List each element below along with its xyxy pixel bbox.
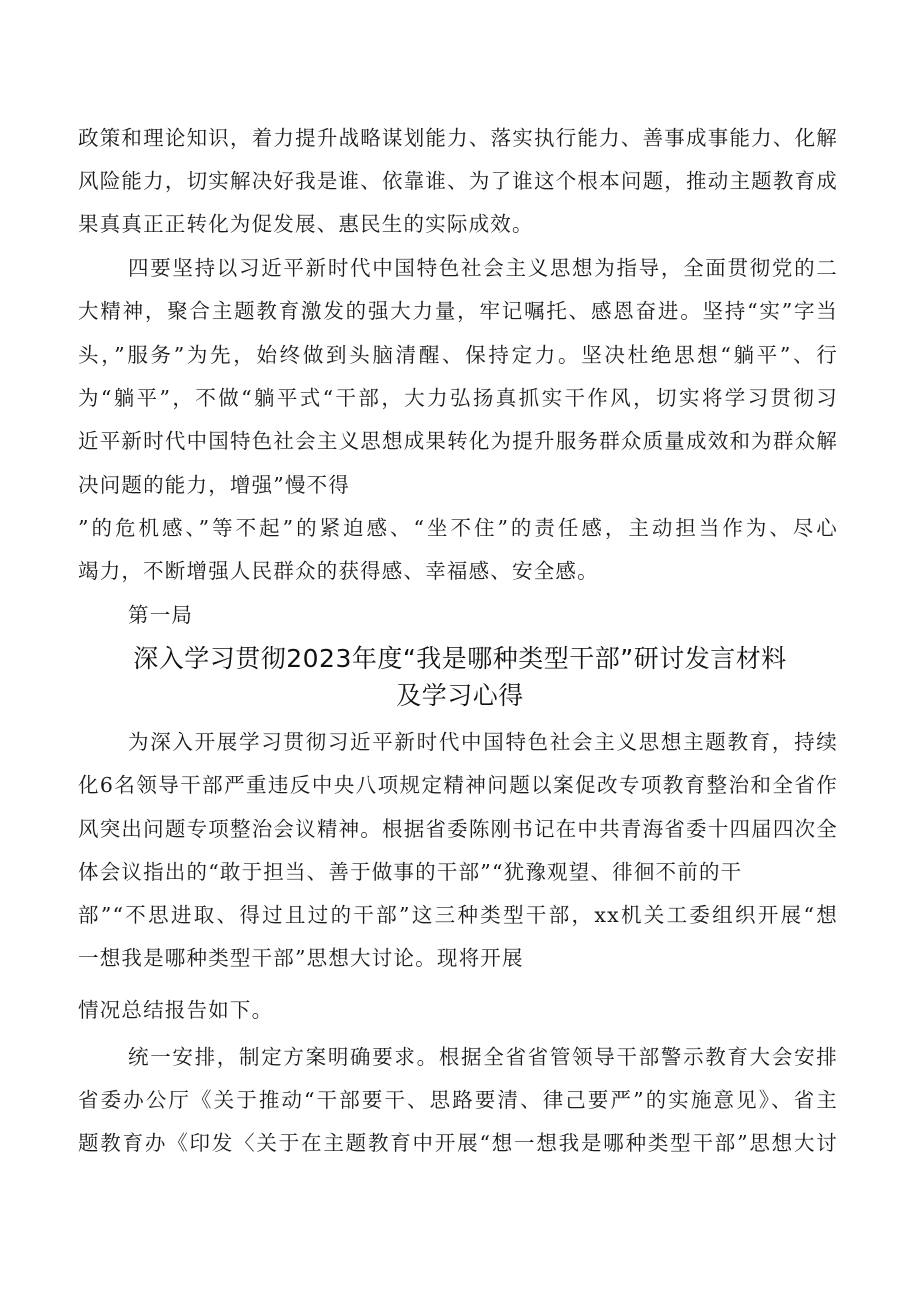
text-line: 为“躺平”，不做“躺平式“干部，大力弘扬真抓实干作风，切实将学习贯彻习 — [78, 386, 838, 410]
article-title: 深入学习贯彻2023年度“我是哪种类型干部”研讨发言材料 — [133, 644, 787, 673]
text-line: 情况总结报告如下。 — [78, 998, 274, 1022]
text-line: 体会议指出的“敢于担当、善于做事的干部”“犹豫观望、徘徊不前的干 — [78, 860, 743, 884]
text-line: 政策和理论知识，着力提升战略谋划能力、落实执行能力、善事成事能力、化解 — [78, 126, 838, 150]
text-line: 题教育办《印发〈关于在主题教育中开展“想一想我是哪种类型干部”思想大讨 — [78, 1131, 838, 1155]
text-line: 省委办公厅《关于推动“干部要干、思路要清、律己要严”的实施意见》、省主 — [78, 1088, 838, 1112]
text-line: 果真真正正转化为促发展、惠民生的实际成效。 — [78, 212, 534, 236]
text-line: 决问题的能力，增强”慢不得 — [78, 473, 351, 497]
text-line: 近平新时代中国特色社会主义思想成果转化为提升服务群众质量成效和为群众解 — [78, 429, 838, 453]
text-line: 部”“不思进取、得过且过的干部”这三种类型干部，xx机关工委组织开展“想 — [78, 903, 838, 927]
article-title-line2: 及学习心得 — [396, 681, 524, 710]
text-line: 为深入开展学习贯彻习近平新时代中国特色社会主义思想主题教育，持续 — [128, 730, 838, 754]
text-line: 竭力，不断增强人民群众的获得感、幸福感、安全感。 — [78, 559, 599, 583]
section-label: 第一局 — [128, 603, 194, 627]
text-line: 一想我是哪种类型干部”思想大讨论。现将开展 — [78, 946, 524, 970]
text-line: ”的危机感、”等不起”的紧迫感、“坐不住”的责任感，主动担当作为、尽心 — [78, 516, 838, 540]
text-line: 化6名领导干部严重违反中央八项规定精神问题以案促改专项教育整治和全省作 — [78, 773, 838, 797]
text-line: 大精神，聚合主题教育激发的强大力量，牢记嘱托、感恩奋进。坚持“实”字当 — [78, 299, 838, 323]
text-line: 四要坚持以习近平新时代中国特色社会主义思想为指导，全面贯彻党的二 — [128, 256, 838, 280]
text-line: 风突出问题专项整治会议精神。根据省委陈刚书记在中共青海省委十四届四次全 — [78, 817, 838, 841]
text-line: 风险能力，切实解决好我是谁、依靠谁、为了谁这个根本问题，推动主题教育成 — [78, 169, 838, 193]
text-line: 头，”服务”为先，始终做到头脑清醒、保持定力。坚决杜绝思想“躺平”、行 — [78, 343, 838, 367]
text-line: 统一安排，制定方案明确要求。根据全省省管领导干部警示教育大会安排 — [128, 1045, 838, 1069]
